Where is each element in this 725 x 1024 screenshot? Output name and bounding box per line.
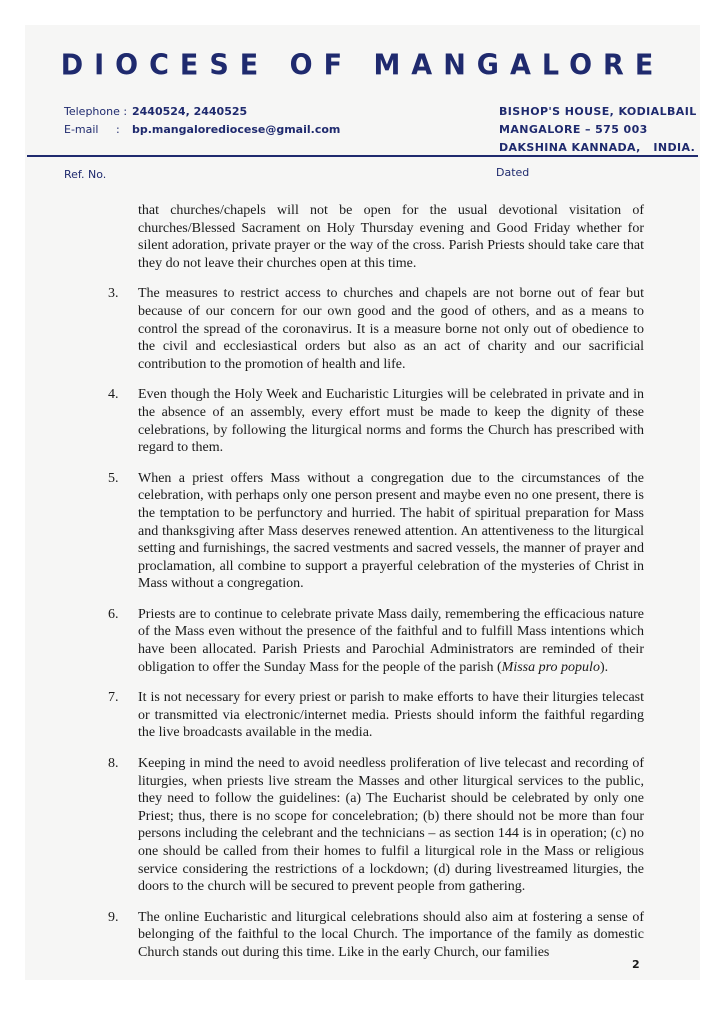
list-item-5 <box>108 470 644 593</box>
email-value: bp.mangalorediocese@gmail.com <box>132 123 341 136</box>
email-label: E-mail : <box>64 123 120 136</box>
item-text-main: Priests are to continue to celebrate private Mass daily, remembering the efficacious nature of the Mass even without the presence of the faithful and to fulfill Mass intentions which have been allocated. Parish Priests and Parochial Administrators are reminded of their obligation to offer the Sunday Mass for the people of the parish ( <box>138 606 644 675</box>
telephone-value: 2440524, 2440525 <box>132 105 248 118</box>
list-item-3 <box>108 285 644 373</box>
address-block <box>499 103 697 157</box>
dated-label: Dated <box>496 166 530 179</box>
telephone-row <box>64 103 340 121</box>
item-number: 6. <box>108 606 119 622</box>
list-item-6 <box>108 606 644 676</box>
ref-no-label: Ref. No. <box>64 168 107 181</box>
address-line-2: MANGALORE – 575 003 <box>499 123 648 136</box>
email-row <box>64 121 340 139</box>
letter-body <box>108 202 644 962</box>
address-line-3: DAKSHINA KANNADA, INDIA. <box>499 141 696 154</box>
list-item-9 <box>108 909 644 962</box>
letterhead-divider <box>27 155 698 157</box>
item-number: 7. <box>108 690 119 706</box>
list-item-8 <box>108 755 644 896</box>
item-text: The online Eucharistic and liturgical celebrations should also aim at fostering a sense of belonging of the faithful to the local Church. The importance of the family as domestic Church stands out during this time. Like in the early Church, our families <box>138 909 644 960</box>
item-number: 9. <box>108 909 119 925</box>
item-text-after: ). <box>599 659 609 675</box>
item-text: Keeping in mind the need to avoid needless proliferation of live telecast and recording of liturgies, when priests live stream the Masses and other liturgical services to the public, they need to follow the guidelines: (a) The Eucharist should be celebrated by only one Priest; thus, there is no scope for concelebration; (b) there should not be more than four persons including the celebrant and the technicians – as section 144 is in operation; (c) no one should be called from their homes to fulfil a liturgical role in the Mass or religious service considering the restrictions of a lockdown; (d) during livestreamed liturgies, the doors to the church will be secured to prevent people from gathering. <box>138 756 644 895</box>
item-number: 8. <box>108 756 119 772</box>
list-item-4 <box>108 386 644 456</box>
contact-block <box>64 103 340 139</box>
item-text-italic: Missa pro populo <box>501 659 600 675</box>
item-number: 4. <box>108 387 119 403</box>
item-number: 5. <box>108 470 119 486</box>
telephone-label: Telephone : <box>64 105 128 118</box>
item-text <box>138 606 644 676</box>
item-text: Even though the Holy Week and Eucharistic Liturgies will be celebrated in private and in the absence of an assembly, every effort must be made to keep the dignity of these celebrations, by following the liturgical norms and forms the Church has prescribed with regard to them. <box>138 387 644 456</box>
list-item-7 <box>108 689 644 742</box>
item-text: It is not necessary for every priest or parish to make efforts to have their liturgies telecast or transmitted via electronic/internet media. Priests should inform the faithful regarding the live broadcasts available in the media. <box>138 690 644 741</box>
item-text: When a priest offers Mass without a congregation due to the circumstances of the celebration, with perhaps only one person present and maybe even no one present, there is the temptation to be perfunctory and hurried. The habit of spiritual preparation for Mass and thanksgiving after Mass deserves renewed attention. An attentiveness to the liturgical setting and furnishings, the sacred vestments and sacred vessels, the manner of prayer and proclamation, all combine to support a prayerful celebration of the mysteries of Christ in Mass without a congregation. <box>138 470 644 592</box>
address-line-1: BISHOP'S HOUSE, KODIALBAIL <box>499 105 697 118</box>
item-text: The measures to restrict access to churches and chapels are not borne out of fear but because of our concern for our own good and the good of others, and as a means to control the spread of the coronavirus. It is a measure borne not only out of obedience to the civil and ecclesiastical orders but also as an act of charity and our sacrificial contribution to the promotion of health and life. <box>138 286 644 372</box>
item-number: 3. <box>108 286 119 302</box>
page-number: 2 <box>632 958 640 971</box>
letterhead-title: DIOCESE OF MANGALORE <box>60 49 665 82</box>
continuation-paragraph: that churches/chapels will not be open for the usual devotional visitation of churches/Blessed Sacrament on Holy Thursday evening and Good Friday whether for silent adoration, private prayer or the way of the cross. Parish Priests should take care that they do not leave their churches open at this time. <box>138 203 644 271</box>
